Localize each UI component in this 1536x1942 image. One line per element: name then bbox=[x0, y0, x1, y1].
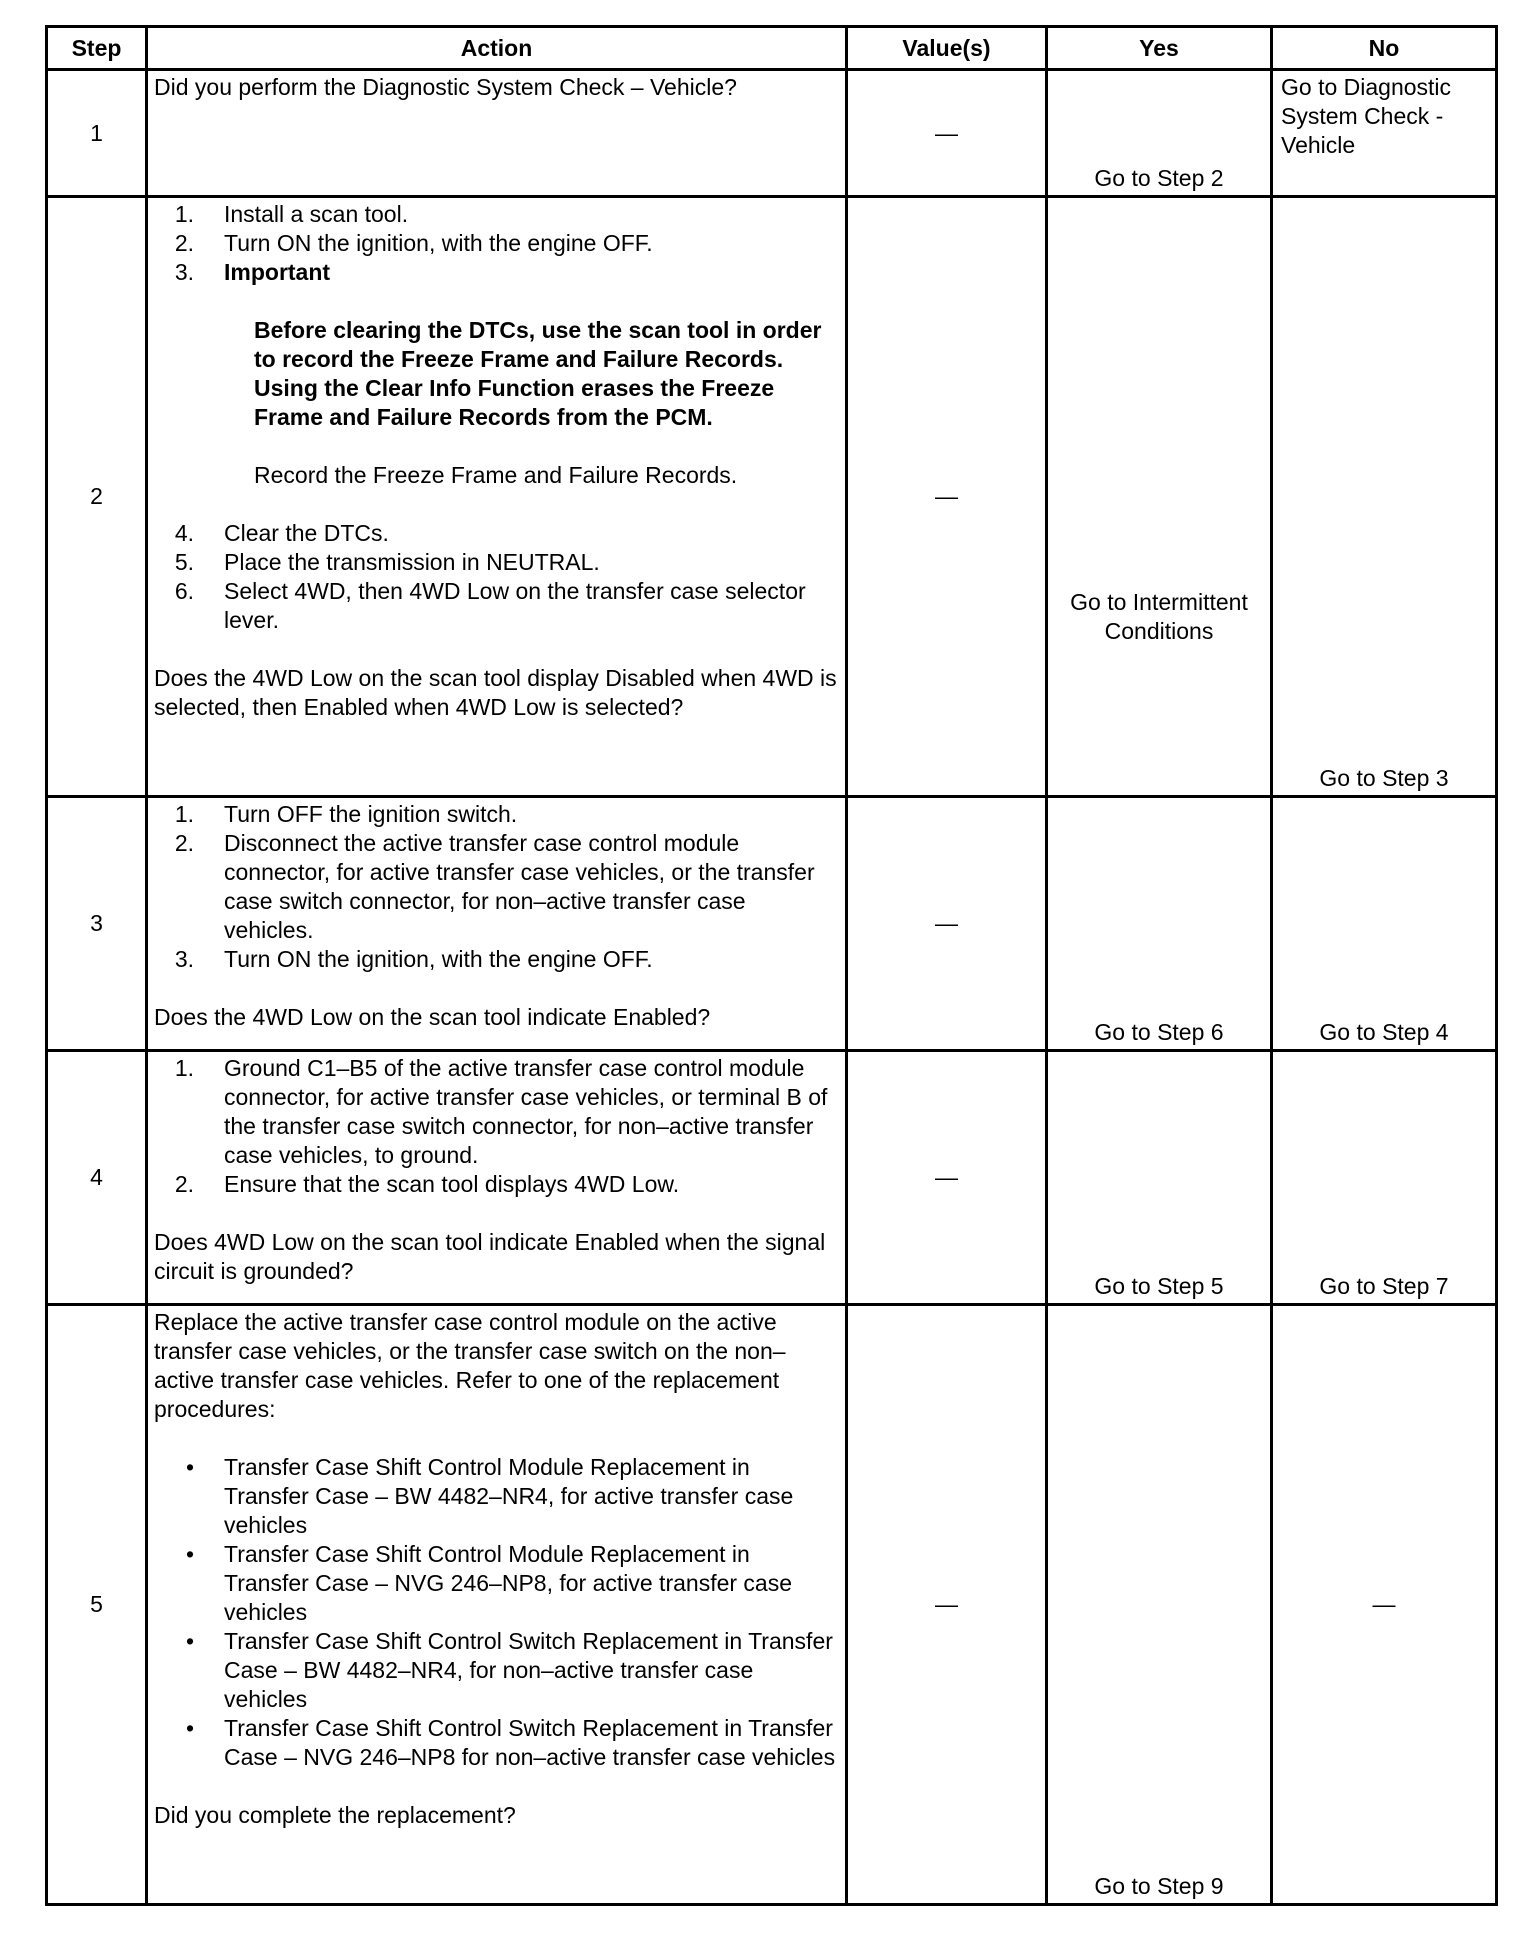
action-question: Does the 4WD Low on the scan tool indicate Enabled? bbox=[154, 1004, 711, 1030]
yes-cell bbox=[1047, 797, 1272, 1051]
step-number: 3 bbox=[47, 797, 147, 1051]
action-cell bbox=[147, 1305, 847, 1905]
list-item: 2. Disconnect the active transfer case control module connector, for active transfer case vehicles, or the transfer case switch connector, for non–active transfer case vehicles. bbox=[174, 830, 815, 943]
action-question: Did you perform the Diagnostic System Check – Vehicle? bbox=[154, 74, 737, 100]
table-row-step-3 bbox=[47, 797, 1497, 1051]
yes-cell bbox=[1047, 1051, 1272, 1305]
no-cell bbox=[1272, 197, 1497, 797]
value-cell: — bbox=[847, 1051, 1047, 1305]
action-cell bbox=[147, 70, 847, 197]
yes-link[interactable]: Go to Step 9 bbox=[1094, 1873, 1224, 1899]
list-item: 3. Turn ON the ignition, with the engine OFF. bbox=[174, 946, 653, 972]
no-link[interactable]: Go to Step 3 bbox=[1319, 765, 1449, 791]
list-item: • Transfer Case Shift Control Module Replacement in Transfer Case – NVG 246–NP8, for active transfer case vehicles bbox=[154, 1540, 839, 1627]
list-item: 5. Place the transmission in NEUTRAL. bbox=[174, 549, 600, 575]
step-number: 5 bbox=[47, 1305, 147, 1905]
yes-link[interactable]: Go to Step 2 bbox=[1094, 165, 1224, 191]
action-question: Does the 4WD Low on the scan tool display Disabled when 4WD is selected, then Enabled when 4WD Low is selected? bbox=[154, 665, 837, 720]
value-cell: — bbox=[847, 1305, 1047, 1905]
list-item: 2. Ensure that the scan tool displays 4WD Low. bbox=[174, 1171, 680, 1197]
yes-link[interactable]: Go to Step 6 bbox=[1094, 1019, 1224, 1045]
list-item: 2. Turn ON the ignition, with the engine OFF. bbox=[174, 230, 653, 256]
yes-cell bbox=[1047, 70, 1272, 197]
action-cell bbox=[147, 197, 847, 797]
header-yes: Yes bbox=[1047, 27, 1272, 70]
step-number: 4 bbox=[47, 1051, 147, 1305]
no-cell: — bbox=[1272, 1305, 1497, 1905]
table-row-step-5 bbox=[47, 1305, 1497, 1905]
yes-link[interactable]: Go to Step 5 bbox=[1094, 1273, 1224, 1299]
header-values: Value(s) bbox=[847, 27, 1047, 70]
yes-link[interactable]: Go to Intermittent Conditions bbox=[1070, 589, 1248, 644]
list-item: 1. Ground C1–B5 of the active transfer case control module connector, for active transfer case vehicles, or terminal B of the transfer case switch connector, for non–active transfer case vehicles, to ground. bbox=[174, 1055, 828, 1168]
value-cell: — bbox=[847, 70, 1047, 197]
action-question: Did you complete the replacement? bbox=[154, 1802, 516, 1828]
yes-cell bbox=[1047, 1305, 1272, 1905]
value-cell: — bbox=[847, 797, 1047, 1051]
list-item: 1. Turn OFF the ignition switch. bbox=[174, 801, 518, 827]
diagnostic-table bbox=[45, 25, 1498, 1906]
action-intro: Replace the active transfer case control module on the active transfer case vehicles, or the transfer case switch on the non–active transfer case vehicles. Refer to one of the replacement procedures: bbox=[154, 1309, 786, 1422]
no-cell bbox=[1272, 1051, 1497, 1305]
no-link[interactable]: Go to Step 4 bbox=[1319, 1019, 1449, 1045]
header-action: Action bbox=[147, 27, 847, 70]
list-item: • Transfer Case Shift Control Switch Replacement in Transfer Case – BW 4482–NR4, for non–active transfer case vehicles bbox=[154, 1627, 839, 1714]
list-item: • Transfer Case Shift Control Switch Replacement in Transfer Case – NVG 246–NP8 for non–active transfer case vehicles bbox=[154, 1714, 839, 1772]
bullet-icon: • bbox=[185, 1628, 194, 1654]
no-cell bbox=[1272, 70, 1497, 197]
yes-cell bbox=[1047, 197, 1272, 797]
action-cell bbox=[147, 797, 847, 1051]
list-item: 3. Important bbox=[174, 259, 331, 285]
important-note: Before clearing the DTCs, use the scan tool in order to record the Freeze Frame and Failure Records. Using the Clear Info Function erases the Freeze Frame and Failure Records from the PCM. bbox=[254, 317, 822, 430]
list-item: • Transfer Case Shift Control Module Replacement in Transfer Case – BW 4482–NR4, for active transfer case vehicles bbox=[154, 1453, 839, 1540]
action-question: Does 4WD Low on the scan tool indicate Enabled when the signal circuit is grounded? bbox=[154, 1229, 826, 1284]
header-no: No bbox=[1272, 27, 1497, 70]
header-row bbox=[47, 27, 1497, 70]
step-number: 1 bbox=[47, 70, 147, 197]
table-row-step-4 bbox=[47, 1051, 1497, 1305]
no-link[interactable]: Go to Step 7 bbox=[1319, 1273, 1449, 1299]
list-item: 1. Install a scan tool. bbox=[174, 201, 409, 227]
table-row-step-2 bbox=[47, 197, 1497, 797]
header-step: Step bbox=[47, 27, 147, 70]
bullet-icon: • bbox=[185, 1715, 194, 1741]
record-instruction: Record the Freeze Frame and Failure Records. bbox=[254, 462, 738, 488]
no-link[interactable]: Go to Diagnostic System Check - Vehicle bbox=[1281, 74, 1452, 158]
no-cell bbox=[1272, 797, 1497, 1051]
list-item: 4. Clear the DTCs. bbox=[174, 520, 389, 546]
bullet-icon: • bbox=[185, 1454, 194, 1480]
value-cell: — bbox=[847, 197, 1047, 797]
action-cell bbox=[147, 1051, 847, 1305]
bullet-icon: • bbox=[185, 1541, 194, 1567]
list-item: 6. Select 4WD, then 4WD Low on the transfer case selector lever. bbox=[174, 578, 806, 633]
table-row-step-1 bbox=[47, 70, 1497, 197]
step-number: 2 bbox=[47, 197, 147, 797]
